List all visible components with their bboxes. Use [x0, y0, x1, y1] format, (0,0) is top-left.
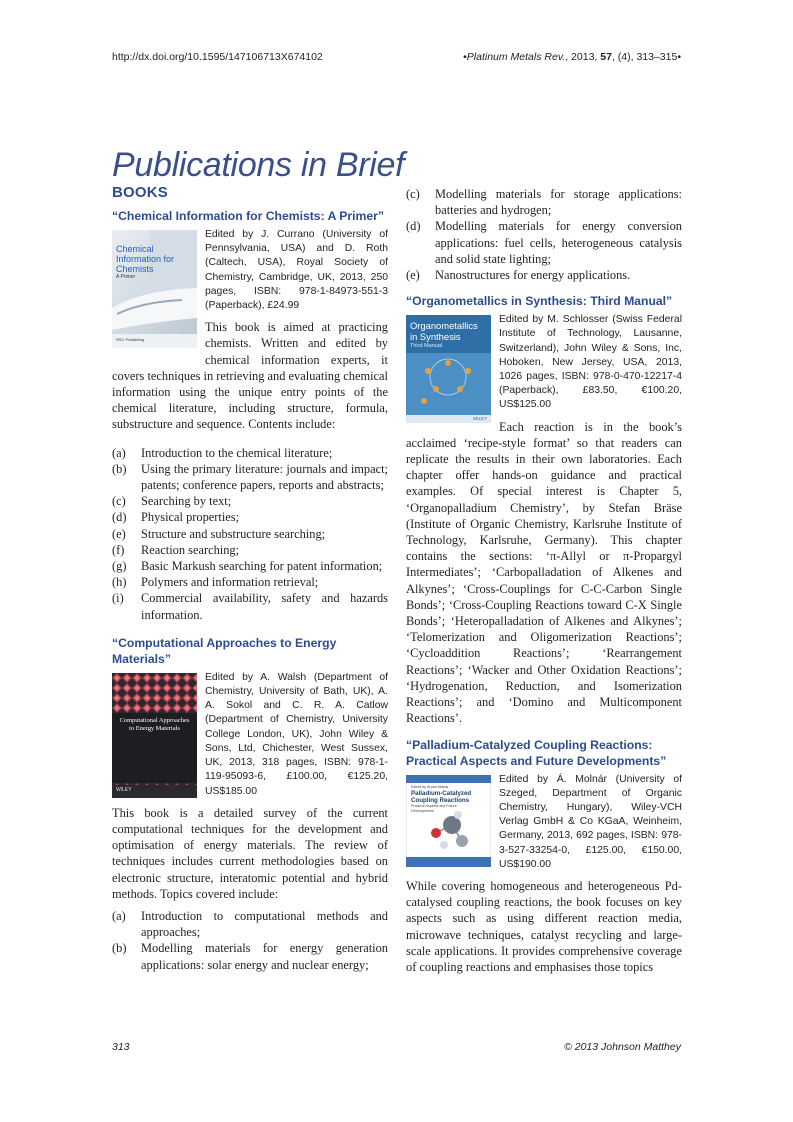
cover-art — [112, 673, 197, 798]
list-item — [112, 940, 388, 972]
page-title: Publications in Brief — [112, 146, 405, 184]
cover-editor: Edited by Árpád Molnár — [411, 784, 449, 789]
list-item — [406, 186, 682, 218]
right-column — [406, 184, 682, 975]
book-cover-computational-approaches — [112, 673, 197, 798]
list-label: (d) — [112, 510, 127, 525]
list-text: Introduction to computational methods and approaches; — [141, 908, 388, 940]
list-label: (h) — [112, 575, 127, 590]
list-text: Searching by text; — [141, 494, 232, 509]
book-meta: Edited by M. Schlosser (Swiss Federal Institute of Technology, Lausanne, Switzerland), John Wiley & Sons, Inc, Hoboken, New Jersey, USA, 2013, 1026 pages, ISBN: 978-0-470-12217-4 (Paperback), £83.50, €100.20, US$125.00 — [499, 314, 682, 411]
list-item — [112, 461, 388, 493]
book-cover-organometallics — [406, 315, 491, 423]
left-column — [112, 184, 388, 973]
book-title: “Organometallics in Synthesis: Third Manual” — [406, 294, 673, 309]
list-label: (a) — [112, 908, 126, 923]
cover-subtitle: A Primer — [116, 274, 136, 280]
book-cover-chemical-information — [112, 230, 197, 348]
copyright: © 2013 Johnson Matthey — [564, 1041, 681, 1053]
cover-title-line: Palladium-Catalyzed — [411, 789, 472, 797]
list-text: Modelling materials for energy conversion applications: fuel cells, heterogeneous catalysis and solid state lighting; — [435, 219, 682, 266]
list-label: (e) — [112, 526, 126, 541]
cover-subtitle: Practical Aspects and Future Developments — [411, 803, 457, 813]
book-description: While covering homogeneous and heterogeneous Pd-catalysed coupling reactions, the book focuses on key aspects such as using different reaction media, microwave techniques, catalyst recycling and large-scale applications. It provides comprehensive coverage of coupling reactions and emphasises those topics — [406, 878, 682, 974]
journal-citation — [463, 51, 681, 63]
contents-list — [112, 445, 388, 623]
list-item — [112, 509, 388, 525]
book-meta: Edited by J. Currano (University of Pennsylvania, USA) and D. Roth (Caltech, USA), Royal Society of Chemistry, Cambridge, UK, 2013, 250 pages, ISBN: 978-1-84973-551-3 (Paperback), £24.99 — [205, 229, 388, 312]
list-item — [112, 526, 388, 542]
citation-volume: 57 — [600, 51, 612, 63]
list-item — [406, 218, 682, 267]
topics-list-continued — [406, 186, 682, 283]
list-text: Modelling materials for energy generation applications: solar energy and nuclear energy; — [141, 941, 388, 972]
list-item — [112, 590, 388, 622]
list-label: (b) — [112, 941, 127, 956]
book-entry — [406, 313, 682, 726]
list-label: (c) — [406, 187, 420, 201]
list-item — [112, 445, 388, 461]
book-title: “Computational Approaches to Energy Materials” — [112, 635, 337, 666]
cover-title-line: Organometallics — [410, 320, 478, 332]
list-label: (c) — [112, 494, 126, 509]
book-meta: Edited by A. Walsh (Department of Chemistry, University of Bath, UK), A. A. Sokol and C. R. A. Catlow (Department of Chemistry, University College London, UK), John Wiley & Sons, Ltd, Chichester, West Sussex, UK, 2013, 318 pages, ISBN: 978-1-119-95093-6, £100.00, €125.20, US$185.00 — [205, 671, 388, 797]
book-entry — [112, 671, 388, 902]
list-text: Introduction to the chemical literature; — [141, 445, 333, 460]
list-item — [112, 558, 388, 574]
list-text: Polymers and information retrieval; — [141, 575, 319, 590]
cover-subtitle: Third Manual — [410, 343, 443, 350]
citation-bullet: • — [463, 51, 467, 63]
cover-title — [411, 790, 471, 814]
list-item — [112, 542, 388, 558]
list-text: Using the primary literature: journals and impact; patents; conference papers, reports and abstracts; — [141, 461, 388, 493]
list-label: (e) — [406, 268, 420, 283]
list-text: Basic Markush searching for patent information; — [141, 559, 383, 574]
page-number: 313 — [112, 1041, 130, 1053]
book-description: This book is a detailed survey of the current computational techniques for the development and optimisation of energy materials. The review of techniques includes current methodologies based on electronic structure, interatomic potential and hybrid methods. Topics covered include: — [112, 805, 388, 901]
citation-issue-pages: , (4), 313–315• — [611, 51, 681, 63]
list-label: (b) — [112, 461, 127, 476]
topics-list — [112, 908, 388, 973]
book-title: “Palladium-Catalyzed Coupling Reactions: Practical Aspects and Future Developments” — [406, 737, 667, 768]
cover-title-line: Coupling Reactions — [411, 796, 470, 804]
citation-year: , 2013, — [565, 51, 601, 63]
list-text: Nanostructures for energy applications. — [435, 268, 631, 283]
list-label: (d) — [406, 219, 421, 234]
cover-title-line: Chemical — [116, 244, 154, 254]
cover-title — [112, 717, 197, 733]
journal-name: Platinum Metals Rev. — [466, 51, 566, 63]
cover-publisher: WILEY — [116, 786, 132, 793]
list-label: (f) — [112, 542, 125, 557]
cover-title-line: to Energy Materials — [129, 724, 180, 732]
list-text: Physical properties; — [141, 510, 240, 525]
cover-title — [116, 244, 174, 281]
list-item — [112, 574, 388, 590]
cover-title-line: Information for — [116, 254, 175, 264]
section-heading: BOOKS — [112, 184, 169, 201]
list-item — [406, 267, 682, 283]
list-text: Commercial availability, safety and hazards information. — [141, 591, 388, 622]
cover-title-line: Computational Approaches — [119, 716, 190, 724]
book-entry — [112, 228, 388, 433]
cover-publisher: RSC Publishing — [116, 337, 145, 342]
list-item — [112, 493, 388, 509]
list-item — [112, 908, 388, 940]
book-title: “Chemical Information for Chemists: A Primer” — [112, 209, 385, 223]
cover-title-line: Chemists — [116, 264, 154, 274]
book-description: Each reaction is in the book’s acclaimed ‘recipe-style format’ so that readers can replicate the results in their own laboratories. Each chapter offer hands-on guidance and practical examples. Of special interest is Chapter 5, ‘Organopalladium Chemistry’, by Stefan Bräse (Institute of Organic Chemistry, Karlsruhe Institute of Technology, Karlsruhe, Germany). This chapter contains the sections: ‘π-Allyl or π-Propargyl Intermediates’; ‘Carbopalladation of Alkenes and Alkynes’; ‘Cross-Couplings for C-C-Carbon Single Bonds’; ‘Cross-Coupling Reactions toward C-X Single Bonds’; ‘Heteropalladation of Alkenes and Alkynes’; ‘Telomerization and Oligomerization Reactions’; ‘Cycloaddition Reactions’; ‘Rearrangement Reactions’; ‘Wacker and Other Oxidation Reactions’; ‘Hydrogenation, Reduction, and Isomerization Reactions’; and ‘Domino and Multicomponent Reactions’. — [406, 419, 682, 726]
list-label: (g) — [112, 559, 127, 574]
doi-link[interactable]: http://dx.doi.org/10.1595/147106713X674102 — [112, 51, 323, 63]
cover-publisher: WILEY — [472, 416, 487, 422]
list-text: Structure and substructure searching; — [141, 526, 326, 541]
list-text: Reaction searching; — [141, 542, 240, 557]
book-meta: Edited by Á. Molnár (University of Szeged, Department of Organic Chemistry, Hungary), Wiley-VCH Verlag GmbH & Co KGaA, Weinheim, Germany, 2013, 692 pages, ISBN: 978-3-527-33254-0, £125.00, €150.00, US$190.00 — [499, 773, 682, 870]
cover-title-line: in Synthesis — [410, 331, 461, 343]
list-label: (a) — [112, 445, 126, 460]
list-text: Modelling materials for storage applications: batteries and hydrogen; — [435, 187, 682, 218]
book-description: This book is aimed at practicing chemists. Written and edited by chemical information experts, it covers techniques in retrieving and evaluating chemical information using the unique entry points of the chemical literature, including structure, formula, substructure and sequence. Contents include: — [112, 320, 388, 432]
book-cover-palladium — [406, 775, 491, 867]
book-entry — [406, 773, 682, 976]
cover-title — [410, 320, 478, 350]
list-label: (i) — [112, 591, 124, 606]
